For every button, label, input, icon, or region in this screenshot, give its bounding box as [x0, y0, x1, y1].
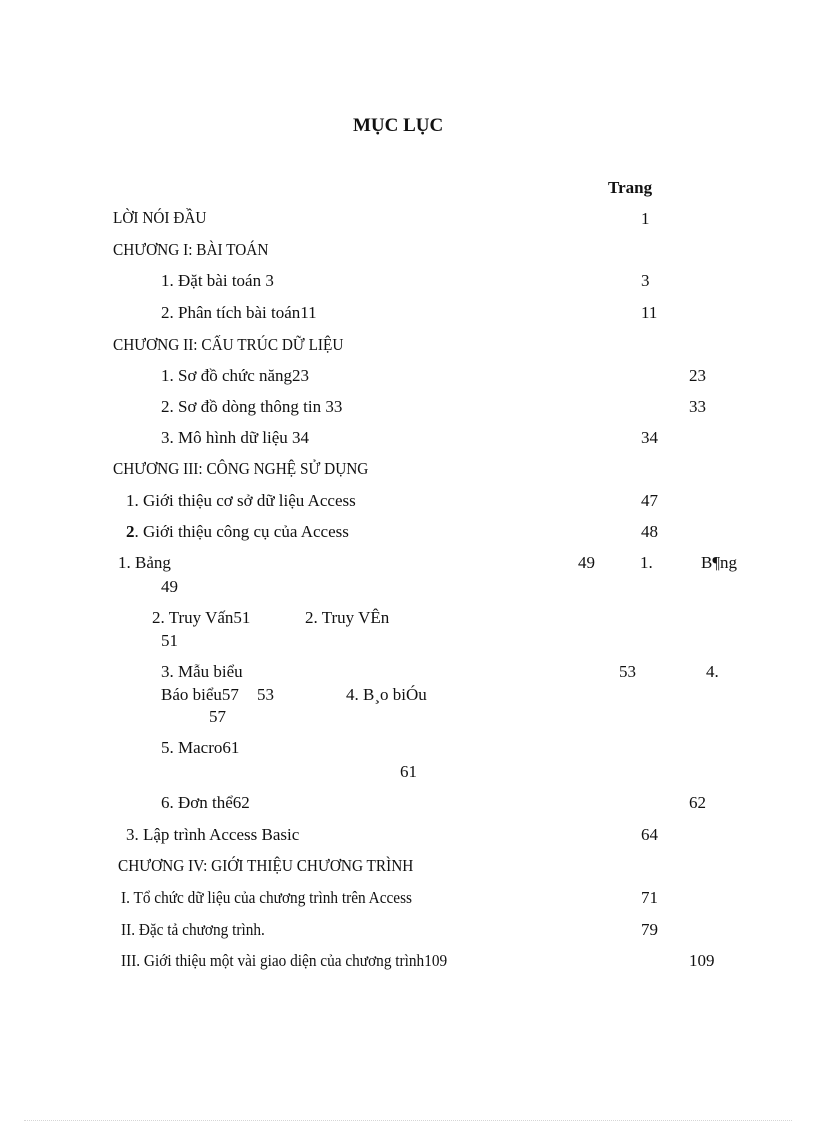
toc-page-number: 53 — [257, 685, 274, 704]
toc-entry-number: 2 — [126, 522, 135, 541]
toc-entry-bang: 1. Bảng — [118, 553, 171, 572]
toc-entry-bao-bieu-dup: 4. B¸o biÓu — [346, 685, 427, 704]
toc-entry-don-the: 6. Đơn thể62 — [161, 793, 250, 812]
toc-entry-3-1: 1. Giới thiệu cơ sở dữ liệu Access — [126, 491, 356, 510]
toc-entry-bang-dup: B¶ng — [701, 553, 738, 572]
toc-entry-3-2 — [126, 523, 349, 540]
toc-entry-4-2 — [121, 921, 281, 938]
toc-entry-2-2: 2. Sơ đồ dòng thông tin 33 — [161, 397, 343, 416]
toc-page-number: 49 — [578, 553, 595, 572]
toc-page-number: 47 — [641, 491, 658, 510]
toc-page-number: 51 — [161, 631, 178, 650]
toc-entry-3-3: 3. Lập trình Access Basic — [126, 825, 300, 844]
toc-chapter-1 — [113, 241, 286, 258]
toc-page-number: 33 — [689, 397, 706, 416]
toc-entry-label: II. Đặc tả chương trình. — [121, 920, 265, 939]
page-title: MỤC LỤC — [353, 115, 444, 136]
toc-page-number: 11 — [641, 303, 658, 322]
toc-entry-4-1 — [121, 889, 444, 906]
toc-page-number: 71 — [641, 888, 658, 907]
toc-entry-label: III. Giới thiệu một vài giao diện của chương trình109 — [121, 951, 448, 970]
page-bottom-divider — [24, 1120, 792, 1121]
toc-entry-1-1: 1. Đặt bài toán 3 — [161, 271, 274, 290]
toc-entry-label: . Giới thiệu công cụ của Access — [134, 522, 349, 541]
toc-entry-1-2: 2. Phân tích bài toán11 — [161, 303, 317, 322]
toc-page-number: 53 — [619, 662, 636, 681]
toc-chapter-3 — [113, 460, 397, 477]
toc-entry-truy-van-dup: 2. Truy VÊn — [305, 608, 390, 627]
toc-page-number: 34 — [641, 428, 658, 447]
toc-page-number: 62 — [689, 793, 706, 812]
toc-entry-label: I. Tổ chức dữ liệu của chương trình trên Access — [121, 888, 413, 907]
toc-entry-2-1: 1. Sơ đồ chức năng23 — [161, 366, 310, 385]
toc-entry-bao-bieu: Báo biểu57 — [161, 685, 239, 704]
toc-entry-mau-bieu: 3. Mẫu biểu — [161, 662, 243, 681]
toc-page-number: 64 — [641, 825, 658, 844]
toc-entry-label: CHƯƠNG IV: GIỚI THIỆU CHƯƠNG TRÌNH — [118, 856, 414, 875]
toc-page-number: 79 — [641, 920, 658, 939]
toc-page-number: 23 — [689, 366, 706, 385]
toc-page-number: 109 — [689, 951, 715, 970]
toc-page-number: 49 — [161, 577, 178, 596]
toc-chapter-2 — [113, 336, 369, 353]
toc-entry-label: LỜI NÓI ĐẦU — [113, 208, 207, 227]
toc-page-number: 3 — [641, 271, 650, 290]
toc-entry-label: CHƯƠNG I: BÀI TOÁN — [113, 240, 269, 259]
toc-entry-bang-dup-number: 1. — [640, 553, 653, 572]
toc-chapter-4 — [118, 857, 446, 874]
toc-entry-label: CHƯƠNG II: CẤU TRÚC DỮ LIỆU — [113, 335, 344, 354]
toc-page-number: 57 — [209, 707, 226, 726]
toc-entry-macro: 5. Macro61 — [161, 738, 240, 757]
toc-entry-truy-van: 2. Truy Vấn51 — [152, 608, 251, 627]
toc-page-number: 61 — [400, 762, 417, 781]
toc-page-number: 1 — [641, 209, 650, 228]
toc-entry-4-3 — [121, 952, 483, 969]
toc-entry-preface — [113, 209, 217, 226]
toc-entry-bao-bieu-dup-number: 4. — [706, 662, 719, 681]
toc-entry-label: CHƯƠNG III: CÔNG NGHỆ SỬ DỤNG — [113, 459, 369, 478]
toc-entry-2-3: 3. Mô hình dữ liệu 34 — [161, 428, 310, 447]
toc-page-number: 48 — [641, 522, 658, 541]
page-column-header: Trang — [608, 178, 653, 197]
